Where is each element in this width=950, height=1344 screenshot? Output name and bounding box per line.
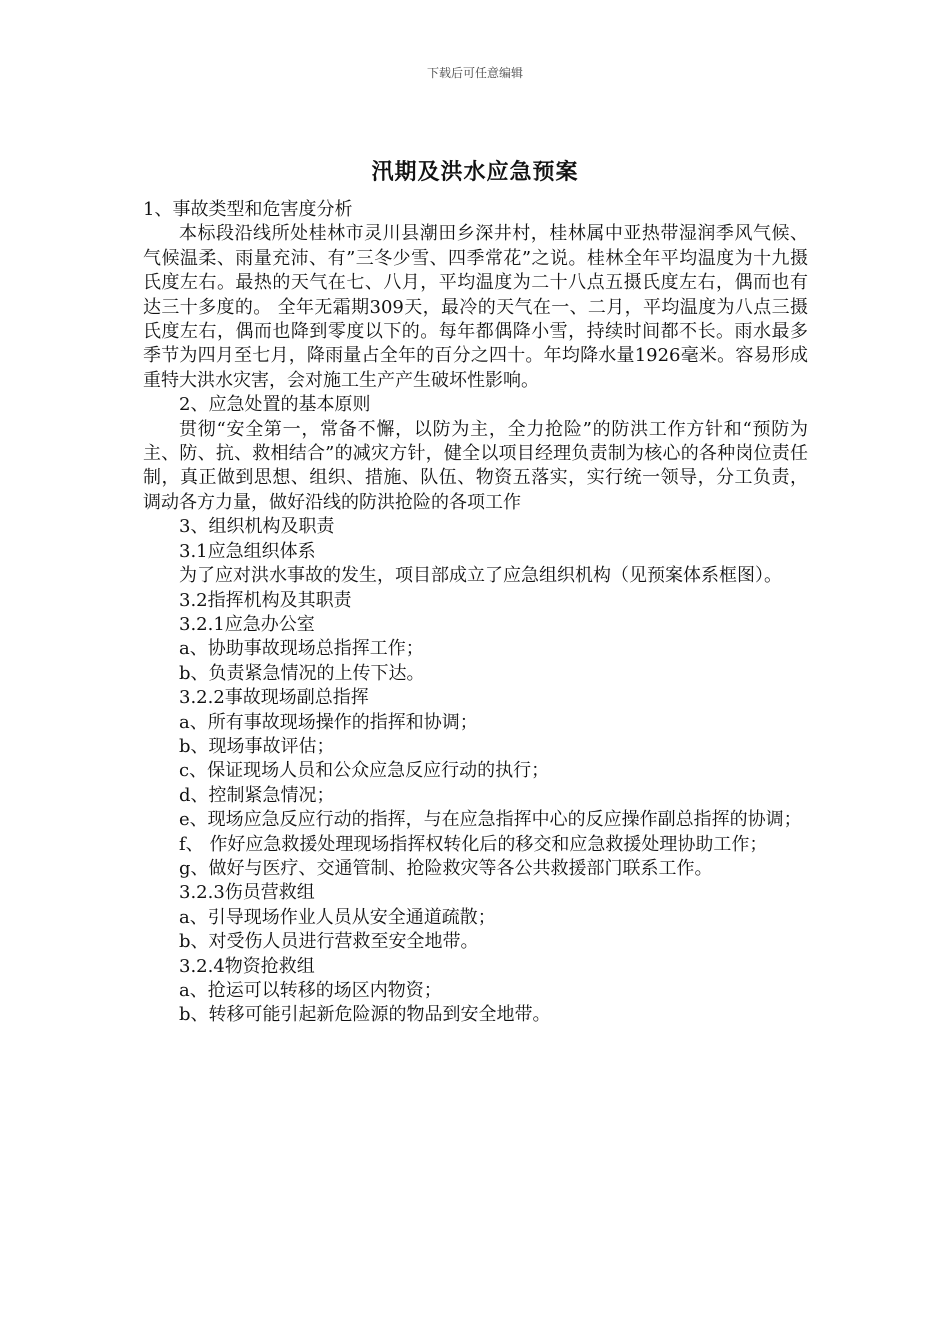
paragraph: d、控制紧急情况；: [179, 784, 335, 806]
paragraph: 1、事故类型和危害度分析: [143, 199, 353, 220]
paragraph: f、 作好应急救援处理现场指挥权转化后的移交和应急救援处理协助工作；: [179, 833, 768, 855]
document-title: 汛期及洪水应急预案: [371, 159, 579, 185]
paragraph: 3.2.4物资抢救组: [179, 955, 315, 977]
paragraph: b、转移可能引起新危险源的物品到安全地带。: [179, 1004, 551, 1026]
paragraph: a、所有事故现场操作的指挥和协调；: [179, 711, 478, 733]
paragraph: 2、应急处置的基本原则: [179, 394, 371, 416]
paragraph: 3.1应急组织体系: [179, 540, 316, 562]
paragraph: a、引导现场作业人员从安全通道疏散；: [179, 906, 496, 928]
paragraph: b、负责紧急情况的上传下达。: [179, 662, 425, 684]
paragraph: 本标段沿线所处桂林市灵川县潮田乡深井村，桂林属中亚热带湿润季风气候、气候温柔、雨量充沛、有”三冬少雪、四季常花”之说。桂林全年平均温度为十九摄氏度左右。最热的天气在七、八月，平均温度为二十八点五摄氏度左右，偶而也有达三十多度的。 全年无霜期309天，最冷的天气在一、二月，平均温度为八点三摄氏度左右，偶而也降到零度以下的。每年都偶降小雪，持续时间都不长。雨水最多季节为四月至七月，降雨量占全年的百分之四十。年均降水量1926毫米。容易形成重特大洪水灾害，会对施工生产产生破坏性影响。: [143, 223, 808, 391]
paragraph: 3.2.3伤员营救组: [179, 882, 315, 904]
paragraph: 3、组织机构及职责: [179, 516, 335, 538]
paragraph: 3.2.2事故现场副总指挥: [179, 687, 369, 709]
paragraph: b、对受伤人员进行营救至安全地带。: [179, 931, 479, 953]
paragraph: 3.2.1应急办公室: [179, 613, 315, 635]
paragraph: c、保证现场人员和公众应急反应行动的执行；: [179, 760, 550, 782]
paragraph: b、现场事故评估；: [179, 735, 335, 757]
document-body: [143, 198, 808, 1028]
paragraph: a、抢运可以转移的场区内物资；: [179, 980, 442, 1001]
paragraph: 3.2指挥机构及其职责: [179, 589, 352, 611]
paragraph: 贯彻“安全第一，常备不懈，以防为主，全力抢险”的防洪工作方针和“预防为主、防、抗、救相结合”的减灾方针，健全以项目经理负责制为核心的各种岗位责任制，真正做到思想、组织、措施、队伍、物资五落实，实行统一领导，分工负责，调动各方力量，做好沿线的防洪抢险的各项工作: [143, 418, 808, 513]
page-header-note: 下载后可任意编辑: [426, 66, 523, 80]
paragraph: e、现场应急反应行动的指挥，与在应急指挥中心的反应操作副总指挥的协调；: [179, 809, 802, 831]
paragraph: a、协助事故现场总指挥工作；: [179, 638, 424, 660]
paragraph: g、做好与医疗、交通管制、抢险救灾等各公共救援部门联系工作。: [179, 857, 713, 879]
paragraph: 为了应对洪水事故的发生，项目部成立了应急组织机构（见预案体系框图）。: [179, 565, 782, 587]
